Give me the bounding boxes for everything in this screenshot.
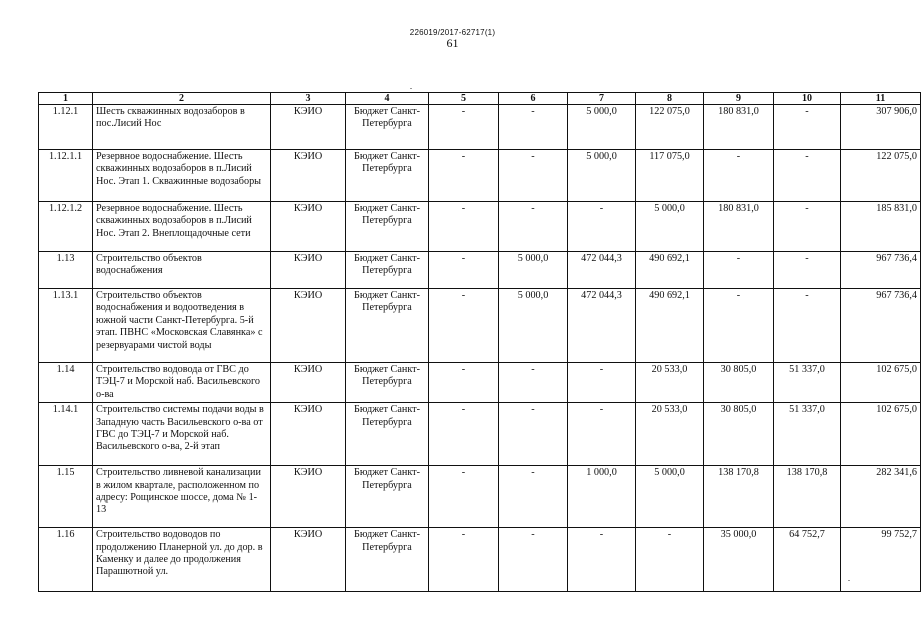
funding-source: Бюджет Санкт-Петербурга <box>346 105 429 150</box>
item-description: Строительство объектов водоснабжения <box>93 252 271 289</box>
column-header: 1 <box>39 93 93 105</box>
value-col-8: - <box>636 528 704 592</box>
column-header: 11 <box>841 93 921 105</box>
total-value: 122 075,0 <box>841 150 921 202</box>
funding-source: Бюджет Санкт-Петербурга <box>346 528 429 592</box>
table-row <box>39 252 921 289</box>
total-value: 102 675,0 <box>841 403 921 466</box>
value-col-9: 30 805,0 <box>704 403 774 466</box>
value-col-8: 5 000,0 <box>636 202 704 252</box>
table-row <box>39 289 921 363</box>
responsible-org: КЭИО <box>271 289 346 363</box>
value-col-6: 5 000,0 <box>499 252 568 289</box>
value-col-10: 51 337,0 <box>774 403 841 466</box>
item-number: 1.12.1 <box>39 105 93 150</box>
column-header: 3 <box>271 93 346 105</box>
value-col-6: 5 000,0 <box>499 289 568 363</box>
value-col-5: - <box>429 289 499 363</box>
document-id: 226019/2017-62717(1) <box>409 28 496 37</box>
column-header: 2 <box>93 93 271 105</box>
responsible-org: КЭИО <box>271 528 346 592</box>
value-col-8: 20 533,0 <box>636 363 704 403</box>
header-row <box>39 93 921 105</box>
value-col-7: - <box>568 528 636 592</box>
scan-speck <box>410 88 412 89</box>
value-col-10: - <box>774 105 841 150</box>
funding-source: Бюджет Санкт-Петербурга <box>346 202 429 252</box>
column-header: 6 <box>499 93 568 105</box>
value-col-7: - <box>568 202 636 252</box>
value-col-8: 490 692,1 <box>636 289 704 363</box>
item-number: 1.13.1 <box>39 289 93 363</box>
responsible-org: КЭИО <box>271 150 346 202</box>
total-value: 282 341,6 <box>841 466 921 528</box>
column-header: 8 <box>636 93 704 105</box>
budget-table <box>38 92 921 592</box>
value-col-10: 64 752,7 <box>774 528 841 592</box>
value-col-5: - <box>429 363 499 403</box>
value-col-8: 122 075,0 <box>636 105 704 150</box>
value-col-7: 472 044,3 <box>568 289 636 363</box>
value-col-5: - <box>429 202 499 252</box>
value-col-6: - <box>499 466 568 528</box>
value-col-10: 138 170,8 <box>774 466 841 528</box>
value-col-6: - <box>499 202 568 252</box>
funding-source: Бюджет Санкт-Петербурга <box>346 289 429 363</box>
value-col-10: - <box>774 289 841 363</box>
total-value: 307 906,0 <box>841 105 921 150</box>
value-col-6: - <box>499 150 568 202</box>
value-col-7: - <box>568 363 636 403</box>
item-description: Строительство системы подачи воды в Западную часть Васильевского о-ва от ГВС до ТЭЦ-7 и Морской наб. Васильевского о-ва, 2-й этап <box>93 403 271 466</box>
value-col-9: 30 805,0 <box>704 363 774 403</box>
total-value: 967 736,4 <box>841 252 921 289</box>
column-header: 9 <box>704 93 774 105</box>
column-header: 10 <box>774 93 841 105</box>
responsible-org: КЭИО <box>271 252 346 289</box>
table-row <box>39 466 921 528</box>
value-col-7: 5 000,0 <box>568 150 636 202</box>
value-col-9: 35 000,0 <box>704 528 774 592</box>
value-col-8: 117 075,0 <box>636 150 704 202</box>
scan-speck <box>848 580 850 581</box>
item-number: 1.12.1.2 <box>39 202 93 252</box>
responsible-org: КЭИО <box>271 363 346 403</box>
value-col-8: 5 000,0 <box>636 466 704 528</box>
item-description: Строительство водоводов по продолжению Планерной ул. до дор. в Каменку и далее до продолжения Парашютной ул. <box>93 528 271 592</box>
total-value: 99 752,7 <box>841 528 921 592</box>
value-col-6: - <box>499 528 568 592</box>
value-col-5: - <box>429 252 499 289</box>
item-number: 1.16 <box>39 528 93 592</box>
column-header: 7 <box>568 93 636 105</box>
responsible-org: КЭИО <box>271 202 346 252</box>
funding-source: Бюджет Санкт-Петербурга <box>346 150 429 202</box>
table-row <box>39 105 921 150</box>
value-col-7: 1 000,0 <box>568 466 636 528</box>
funding-source: Бюджет Санкт-Петербурга <box>346 466 429 528</box>
item-description: Строительство ливневой канализации в жилом квартале, расположенном по адресу: Рощинское шоссе, дома № 1-13 <box>93 466 271 528</box>
responsible-org: КЭИО <box>271 403 346 466</box>
responsible-org: КЭИО <box>271 105 346 150</box>
value-col-8: 490 692,1 <box>636 252 704 289</box>
item-description: Резервное водоснабжение. Шесть скважинных водозаборов в п.Лисий Нос. Этап 1. Скважинные водозаборы <box>93 150 271 202</box>
table-row <box>39 363 921 403</box>
value-col-9: 180 831,0 <box>704 202 774 252</box>
value-col-5: - <box>429 466 499 528</box>
value-col-7: 5 000,0 <box>568 105 636 150</box>
table-row <box>39 202 921 252</box>
item-number: 1.15 <box>39 466 93 528</box>
item-description: Строительство объектов водоснабжения и водоотведения в южной части Санкт-Петербурга. 5-й этап. ПВНС «Московская Славянка» с резервуарами чистой воды <box>93 289 271 363</box>
funding-source: Бюджет Санкт-Петербурга <box>346 403 429 466</box>
total-value: 102 675,0 <box>841 363 921 403</box>
value-col-7: - <box>568 403 636 466</box>
value-col-8: 20 533,0 <box>636 403 704 466</box>
value-col-9: - <box>704 150 774 202</box>
item-description: Шесть скважинных водозаборов в пос.Лисий Нос <box>93 105 271 150</box>
column-header: 5 <box>429 93 499 105</box>
item-description: Строительство водовода от ГВС до ТЭЦ-7 и Морской наб. Васильевского о-ва <box>93 363 271 403</box>
value-col-6: - <box>499 105 568 150</box>
value-col-5: - <box>429 403 499 466</box>
funding-source: Бюджет Санкт-Петербурга <box>346 363 429 403</box>
item-number: 1.14.1 <box>39 403 93 466</box>
page-number: 61 <box>446 36 459 50</box>
table-row <box>39 403 921 466</box>
value-col-5: - <box>429 105 499 150</box>
value-col-9: - <box>704 252 774 289</box>
item-number: 1.12.1.1 <box>39 150 93 202</box>
value-col-5: - <box>429 528 499 592</box>
item-number: 1.13 <box>39 252 93 289</box>
value-col-10: 51 337,0 <box>774 363 841 403</box>
column-header: 4 <box>346 93 429 105</box>
value-col-7: 472 044,3 <box>568 252 636 289</box>
value-col-6: - <box>499 363 568 403</box>
item-description: Резервное водоснабжение. Шесть скважинных водозаборов в п.Лисий Нос. Этап 2. Внеплощадочные сети <box>93 202 271 252</box>
total-value: 185 831,0 <box>841 202 921 252</box>
value-col-9: 180 831,0 <box>704 105 774 150</box>
value-col-9: 138 170,8 <box>704 466 774 528</box>
table-row <box>39 528 921 592</box>
total-value: 967 736,4 <box>841 289 921 363</box>
value-col-10: - <box>774 252 841 289</box>
funding-source: Бюджет Санкт-Петербурга <box>346 252 429 289</box>
value-col-6: - <box>499 403 568 466</box>
responsible-org: КЭИО <box>271 466 346 528</box>
value-col-10: - <box>774 202 841 252</box>
value-col-5: - <box>429 150 499 202</box>
item-number: 1.14 <box>39 363 93 403</box>
value-col-9: - <box>704 289 774 363</box>
value-col-10: - <box>774 150 841 202</box>
table-row <box>39 150 921 202</box>
